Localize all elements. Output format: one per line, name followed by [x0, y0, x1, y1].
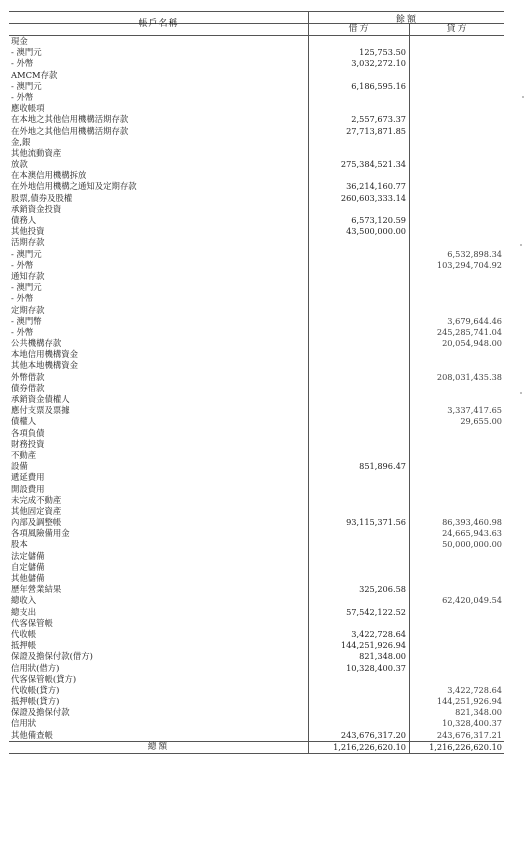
- table-row: [9, 181, 504, 192]
- account-name: 其他儲備: [11, 573, 45, 583]
- account-name: 在外地之其他信用機構活期存款: [11, 125, 129, 136]
- debit-value: [308, 707, 409, 718]
- account-name: 財務投資: [11, 438, 45, 449]
- table-row: [9, 607, 504, 618]
- table-row: [9, 730, 504, 741]
- debit-value: 851,896.47: [308, 461, 409, 472]
- trial-balance-table: [9, 11, 504, 754]
- debit-value: 125,753.50: [308, 47, 409, 58]
- credit-value: [409, 237, 504, 248]
- credit-value: 86,393,460.98: [409, 517, 504, 528]
- debit-value: [308, 405, 409, 416]
- debit-value: [308, 618, 409, 629]
- table-row: [9, 349, 504, 360]
- margin-mark: [520, 244, 522, 246]
- table-row: [9, 137, 504, 148]
- credit-value: 208,031,435.38: [409, 372, 504, 383]
- credit-value: [409, 81, 504, 92]
- credit-value: [409, 170, 504, 181]
- table-row: [9, 651, 504, 662]
- debit-value: [308, 349, 409, 360]
- credit-value: [409, 618, 504, 629]
- table-row: [9, 674, 504, 685]
- credit-value: 20,054,948.00: [409, 338, 504, 349]
- credit-value: [409, 126, 504, 137]
- table-row: [9, 92, 504, 103]
- debit-value: [308, 484, 409, 495]
- account-name: 債權人: [11, 416, 37, 427]
- table-row: [9, 394, 504, 405]
- credit-value: [409, 450, 504, 461]
- account-name: 內部及調整帳: [11, 517, 62, 528]
- margin-mark: [522, 96, 524, 98]
- table-row: [9, 215, 504, 226]
- account-name: 代收帳(貸方): [11, 684, 60, 695]
- debit-value: [308, 539, 409, 550]
- account-name: 抵押帳(貸方): [11, 696, 60, 707]
- account-name: 在外地信用機構之通知及定期存款: [11, 181, 137, 192]
- debit-value: 10,328,400.37: [308, 663, 409, 674]
- credit-value: [409, 58, 504, 69]
- credit-value: 821,348.00: [409, 707, 504, 718]
- account-name: 歷年營業結果: [11, 584, 62, 595]
- table-row: [9, 327, 504, 338]
- credit-value: [409, 360, 504, 371]
- account-name: 保證及擔保付款: [11, 707, 70, 718]
- credit-value: [409, 551, 504, 562]
- account-name: - 外幣: [11, 58, 34, 69]
- debit-value: [308, 573, 409, 584]
- table-row: [9, 338, 504, 349]
- table-row: [9, 103, 504, 114]
- account-name: 活期存款: [11, 237, 45, 248]
- table-row: [9, 36, 504, 47]
- table-row: [9, 629, 504, 640]
- account-name: 代客保管帳: [11, 617, 53, 628]
- credit-value: [409, 383, 504, 394]
- table-row: [9, 383, 504, 394]
- credit-value: [409, 584, 504, 595]
- table-row: [9, 663, 504, 674]
- account-name-header: 帳戶名稱: [138, 19, 179, 29]
- table-row: [9, 372, 504, 383]
- credit-value: [409, 394, 504, 405]
- table-row: [9, 193, 504, 204]
- credit-value: [409, 607, 504, 618]
- table-row: [9, 718, 504, 729]
- debit-value: [308, 416, 409, 427]
- debit-value: [308, 360, 409, 371]
- credit-value: [409, 562, 504, 573]
- debit-value: 27,713,871.85: [308, 126, 409, 137]
- account-name: 債務人: [11, 215, 37, 225]
- debit-value: [308, 70, 409, 81]
- debit-value: [308, 595, 409, 606]
- debit-value: 6,186,595.16: [308, 81, 409, 92]
- debit-value: [308, 282, 409, 293]
- credit-value: [409, 439, 504, 450]
- table-subheader-row: [9, 24, 504, 36]
- credit-value: 10,328,400.37: [409, 718, 504, 729]
- account-name: 承銷資金債權人: [11, 394, 70, 404]
- account-name: 設備: [11, 461, 28, 472]
- credit-value: 103,294,704.92: [409, 260, 504, 271]
- table-row: [9, 595, 504, 606]
- table-row: [9, 428, 504, 439]
- credit-value: [409, 137, 504, 148]
- debit-value: [308, 148, 409, 159]
- debit-value: [308, 137, 409, 148]
- debit-value: [308, 439, 409, 450]
- table-row: [9, 405, 504, 416]
- debit-value: [308, 260, 409, 271]
- debit-value: 57,542,122.52: [308, 607, 409, 618]
- debit-value: [308, 36, 409, 47]
- credit-value: [409, 215, 504, 226]
- debit-value: 43,500,000.00: [308, 226, 409, 237]
- table-row: [9, 170, 504, 181]
- credit-value: 243,676,317.21: [409, 730, 504, 741]
- table-row: [9, 260, 504, 271]
- debit-value: 36,214,160.77: [308, 181, 409, 192]
- table-row: [9, 47, 504, 58]
- credit-value: [409, 461, 504, 472]
- account-name: - 澳門元: [11, 47, 42, 58]
- debit-value: 93,115,371.56: [308, 517, 409, 528]
- debit-value: [308, 249, 409, 260]
- debit-value: [308, 450, 409, 461]
- account-name: - 外幣: [11, 326, 34, 337]
- credit-value: [409, 226, 504, 237]
- table-row: [9, 528, 504, 539]
- debit-value: [308, 338, 409, 349]
- credit-value: [409, 70, 504, 81]
- account-name: - 澳門幣: [11, 315, 42, 326]
- debit-value: [308, 428, 409, 439]
- account-name: 其他固定資產: [11, 505, 62, 516]
- table-row: [9, 450, 504, 461]
- credit-value: 144,251,926.94: [409, 696, 504, 707]
- total-credit: 1,216,226,620.10: [409, 742, 504, 753]
- table-row: [9, 495, 504, 506]
- debit-value: [308, 271, 409, 282]
- credit-value: [409, 472, 504, 483]
- table-row: [9, 539, 504, 550]
- debit-value: [308, 383, 409, 394]
- account-name: 遞延費用: [11, 472, 45, 483]
- credit-value: [409, 651, 504, 662]
- debit-value: [308, 506, 409, 517]
- account-name: 不動產: [11, 449, 37, 460]
- debit-value: [308, 170, 409, 181]
- table-row: [9, 126, 504, 137]
- account-name: 總支出: [11, 606, 37, 617]
- credit-value: 6,532,898.34: [409, 249, 504, 260]
- debit-value: 821,348.00: [308, 651, 409, 662]
- credit-value: [409, 193, 504, 204]
- credit-value: [409, 204, 504, 215]
- credit-value: [409, 148, 504, 159]
- account-name: 債券借款: [11, 382, 45, 393]
- account-name: 在本澳信用機構拆放: [11, 170, 87, 181]
- debit-value: [308, 495, 409, 506]
- credit-value: [409, 293, 504, 304]
- debit-value: [308, 394, 409, 405]
- account-name: 各項負債: [11, 427, 45, 438]
- account-name: 其他本地機構資金: [11, 360, 78, 371]
- debit-value: [308, 316, 409, 327]
- account-name: 信用狀(借方): [11, 662, 60, 673]
- table-row: [9, 707, 504, 718]
- account-name: 現金: [11, 36, 28, 46]
- account-name: 放款: [11, 159, 28, 170]
- debit-value: 144,251,926.94: [308, 640, 409, 651]
- credit-value: 29,655.00: [409, 416, 504, 427]
- table-row: [9, 618, 504, 629]
- credit-value: 24,665,943.63: [409, 528, 504, 539]
- credit-value: [409, 181, 504, 192]
- debit-value: [308, 718, 409, 729]
- credit-value: [409, 428, 504, 439]
- debit-value: [308, 696, 409, 707]
- table-row: [9, 293, 504, 304]
- table-row: [9, 517, 504, 528]
- account-name: 本地信用機構資金: [11, 349, 78, 360]
- table-row: [9, 562, 504, 573]
- account-name: 總收入: [11, 595, 37, 606]
- account-name: 公共機構存款: [11, 338, 62, 349]
- debit-value: [308, 305, 409, 316]
- credit-value: [409, 495, 504, 506]
- table-row: [9, 204, 504, 215]
- account-name: 自定儲備: [11, 561, 45, 572]
- table-row: [9, 439, 504, 450]
- credit-value: [409, 47, 504, 58]
- debit-value: [308, 103, 409, 114]
- table-row: [9, 249, 504, 260]
- total-debit: 1,216,226,620.10: [308, 742, 409, 753]
- account-name: 通知存款: [11, 270, 45, 281]
- table-row: [9, 696, 504, 707]
- table-row: [9, 640, 504, 651]
- debit-value: 6,573,120.59: [308, 215, 409, 226]
- table-row: [9, 81, 504, 92]
- credit-value: 3,337,417.65: [409, 405, 504, 416]
- table-row: [9, 461, 504, 472]
- account-name: 外幣借款: [11, 371, 45, 382]
- debit-value: 275,384,521.34: [308, 159, 409, 170]
- debit-value: [308, 327, 409, 338]
- account-name: 開設費用: [11, 483, 45, 494]
- account-name: 抵押帳: [11, 640, 37, 651]
- credit-value: [409, 159, 504, 170]
- debit-value: [308, 237, 409, 248]
- margin-mark: [520, 392, 522, 394]
- table-row: [9, 573, 504, 584]
- credit-value: [409, 484, 504, 495]
- account-name: - 外幣: [11, 259, 34, 270]
- table-row: [9, 148, 504, 159]
- credit-value: 245,285,741.04: [409, 327, 504, 338]
- credit-value: [409, 103, 504, 114]
- credit-value: 3,422,728.64: [409, 685, 504, 696]
- account-name: 其他備查帳: [11, 729, 53, 740]
- debit-value: 3,032,272.10: [308, 58, 409, 69]
- account-name: 未完成不動產: [11, 494, 62, 505]
- table-row: [9, 685, 504, 696]
- debit-header: 借方: [308, 24, 410, 35]
- total-row: [9, 741, 504, 754]
- table-row: [9, 226, 504, 237]
- balance-header: 餘額: [308, 12, 505, 23]
- credit-value: [409, 36, 504, 47]
- debit-value: 2,557,673.37: [308, 114, 409, 125]
- account-name: 代收帳: [11, 628, 37, 639]
- debit-value: 260,603,333.14: [308, 193, 409, 204]
- table-row: [9, 316, 504, 327]
- debit-value: [308, 685, 409, 696]
- account-name: 股票,債券及股權: [11, 192, 73, 203]
- credit-value: [409, 640, 504, 651]
- account-name: - 外幣: [11, 91, 34, 102]
- table-row: [9, 360, 504, 371]
- debit-value: [308, 551, 409, 562]
- account-name: 各項風險備用金: [11, 528, 70, 539]
- total-label: 總額: [147, 741, 170, 752]
- table-row: [9, 114, 504, 125]
- account-name: 代客保管帳(貸方): [11, 673, 77, 684]
- debit-value: [308, 674, 409, 685]
- credit-value: [409, 282, 504, 293]
- account-name: 金,銀: [11, 136, 31, 147]
- account-name: - 外幣: [11, 293, 34, 304]
- table-body: [9, 36, 504, 741]
- credit-value: 3,679,644.46: [409, 316, 504, 327]
- account-name: 應收帳項: [11, 103, 45, 114]
- credit-value: 62,420,049.54: [409, 595, 504, 606]
- credit-value: [409, 114, 504, 125]
- debit-value: 3,422,728.64: [308, 629, 409, 640]
- table-row: [9, 584, 504, 595]
- debit-value: [308, 293, 409, 304]
- account-name: - 澳門元: [11, 80, 42, 91]
- account-name: 定期存款: [11, 304, 45, 315]
- credit-value: 50,000,000.00: [409, 539, 504, 550]
- account-name: 股本: [11, 539, 28, 550]
- debit-value: [308, 472, 409, 483]
- debit-value: 325,206.58: [308, 584, 409, 595]
- debit-value: [308, 372, 409, 383]
- table-row: [9, 271, 504, 282]
- account-name: 其他流動資產: [11, 147, 62, 158]
- table-row: [9, 58, 504, 69]
- account-name: 承銷資金投資: [11, 203, 62, 214]
- account-name: 法定儲備: [11, 550, 45, 561]
- account-name: 保證及擔保付款(借方): [11, 651, 93, 662]
- account-name: 應付支票及票據: [11, 405, 70, 416]
- credit-value: [409, 573, 504, 584]
- credit-value: [409, 349, 504, 360]
- table-row: [9, 506, 504, 517]
- debit-value: 243,676,317.20: [308, 730, 409, 741]
- table-row: [9, 416, 504, 427]
- credit-header: 貸方: [409, 24, 505, 35]
- account-name: 其他投資: [11, 226, 45, 237]
- debit-value: [308, 92, 409, 103]
- credit-value: [409, 271, 504, 282]
- table-row: [9, 551, 504, 562]
- credit-value: [409, 663, 504, 674]
- debit-value: [308, 204, 409, 215]
- credit-value: [409, 92, 504, 103]
- table-row: [9, 159, 504, 170]
- credit-value: [409, 629, 504, 640]
- table-row: [9, 472, 504, 483]
- credit-value: [409, 506, 504, 517]
- debit-value: [308, 528, 409, 539]
- account-name: 信用狀: [11, 718, 37, 729]
- table-row: [9, 282, 504, 293]
- account-name: - 澳門元: [11, 282, 42, 293]
- table-row: [9, 237, 504, 248]
- table-row: [9, 305, 504, 316]
- table-row: [9, 70, 504, 81]
- credit-value: [409, 674, 504, 685]
- debit-value: [308, 562, 409, 573]
- account-name: - 澳門元: [11, 248, 42, 259]
- account-name: AMCM存款: [11, 69, 58, 80]
- table-row: [9, 484, 504, 495]
- credit-value: [409, 305, 504, 316]
- header-spacer: [9, 24, 308, 35]
- account-name: 在本地之其他信用機構活期存款: [11, 114, 129, 125]
